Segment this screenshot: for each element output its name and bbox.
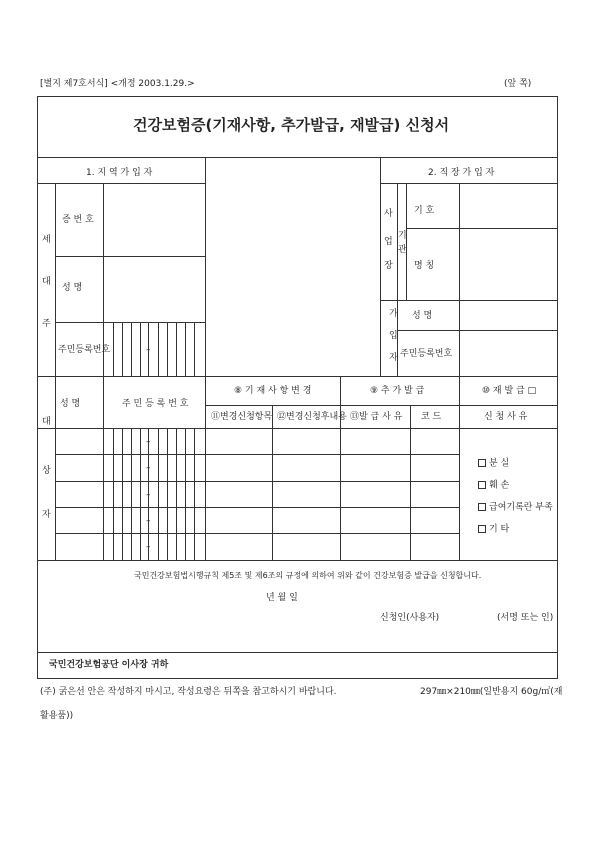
- declaration-date[interactable]: 년 월 일: [266, 593, 298, 603]
- workplace-label-3: 장: [384, 261, 393, 271]
- subscriber-label-1: 가: [389, 309, 398, 319]
- sub-after-header: ⑫변경신청후내용: [277, 412, 347, 422]
- sub-reason-header: ⑬발 급 사 유: [350, 412, 403, 422]
- footer-note: (주) 굵은선 안은 작성하지 마시고, 작성요령은 뒤쪽을 참고하시기 바랍니다.: [40, 687, 337, 697]
- workplace-label-2: 업: [384, 237, 393, 247]
- form-title: 건강보험증(기재사항, 추가발급, 재발급) 신청서: [133, 116, 450, 134]
- householder-label-2: 대: [42, 277, 51, 287]
- row3-rrn-dash: –: [146, 490, 151, 500]
- paper-spec: 297㎜×210㎜(일반용지 60g/㎡(재: [420, 687, 563, 697]
- checkbox-icon[interactable]: [478, 503, 486, 511]
- applicant-label: 신청인(사용자): [380, 613, 440, 623]
- group-change-header: ⑧ 기 재 사 항 변 경: [234, 386, 312, 396]
- col-rrn-header: 주 민 등 록 번 호: [122, 399, 189, 409]
- employer-code-field[interactable]: [460, 184, 557, 228]
- section1-heading: 1. 지 역 가 입 자: [86, 168, 153, 178]
- table-row[interactable]: [56, 429, 459, 454]
- target-label-1: 대: [42, 417, 51, 427]
- card-number-field[interactable]: [104, 184, 204, 256]
- col-name-header: 성 명: [60, 399, 81, 409]
- group-reissue-header: ⑩ 재 발 급 □: [482, 386, 537, 396]
- sub-before-header: ⑪변경신청항목: [211, 412, 273, 422]
- subscriber-label-2: 입: [389, 331, 398, 341]
- row1-rrn-dash: –: [146, 437, 151, 447]
- table-row[interactable]: [56, 455, 459, 481]
- table-row[interactable]: [56, 508, 459, 533]
- householder-label-1: 세: [42, 235, 51, 245]
- form-number: [별지 제7호서식] <개정 2003.1.29.>: [40, 79, 195, 89]
- subscriber-name-field[interactable]: [460, 301, 557, 330]
- reason-damaged[interactable]: 훼 손: [478, 481, 509, 491]
- rrn-field[interactable]: [104, 323, 204, 375]
- row2-rrn-dash: –: [146, 463, 151, 473]
- group-add-header: ⑨ 추 가 발 급: [370, 386, 425, 396]
- row4-rrn-dash: –: [146, 516, 151, 526]
- sub-code-header: 코 드: [421, 412, 442, 422]
- workplace-label-1: 사: [384, 209, 393, 219]
- reason-lost[interactable]: 분 실: [478, 459, 509, 469]
- checkbox-icon[interactable]: [478, 525, 486, 533]
- householder-label-3: 주: [42, 319, 51, 329]
- sub-request-reason-header: 신 청 사 유: [484, 412, 528, 422]
- target-label-2: 상: [42, 466, 51, 476]
- target-label-3: 자: [42, 510, 51, 520]
- row5-rrn-dash: –: [146, 542, 151, 552]
- agency-label-1: 기: [398, 231, 407, 241]
- page-side-label: (앞 쪽): [504, 79, 532, 89]
- employer-name-label: 명 칭: [414, 261, 435, 271]
- recipient: 국민건강보험공단 이사장 귀하: [49, 660, 169, 670]
- agency-label-2: 관: [398, 245, 407, 255]
- employer-name-field[interactable]: [460, 229, 557, 300]
- rrn-label: 주민등록번호: [58, 345, 111, 355]
- subscriber-label-3: 자: [389, 353, 398, 363]
- table-row[interactable]: [56, 482, 459, 507]
- name-label: 성 명: [62, 283, 83, 293]
- subscriber-name-label: 성 명: [412, 311, 433, 321]
- signature-field[interactable]: (서명 또는 인): [497, 613, 554, 623]
- card-number-label: 증 번 호: [62, 215, 94, 225]
- rrn-dash: –: [146, 345, 151, 355]
- checkbox-icon[interactable]: [478, 459, 486, 467]
- declaration-text: 국민건강보험법시행규칙 제5조 및 제6조의 규정에 의하여 위와 같이 건강보험증 발급을 신청합니다.: [134, 571, 482, 580]
- reason-record-full[interactable]: 급여기록란 부족: [478, 503, 553, 513]
- table-row[interactable]: [56, 534, 459, 560]
- reason-other[interactable]: 기 타: [478, 525, 509, 535]
- subscriber-rrn-field[interactable]: [460, 331, 557, 375]
- section2-heading: 2. 직 장 가 입 자: [428, 168, 495, 178]
- name-field[interactable]: [104, 257, 204, 322]
- subscriber-rrn-label: 주민등록번호: [400, 349, 453, 359]
- checkbox-icon[interactable]: [478, 481, 486, 489]
- employer-code-label: 기 호: [414, 206, 435, 216]
- paper-spec-cont: 활용품)): [40, 711, 74, 721]
